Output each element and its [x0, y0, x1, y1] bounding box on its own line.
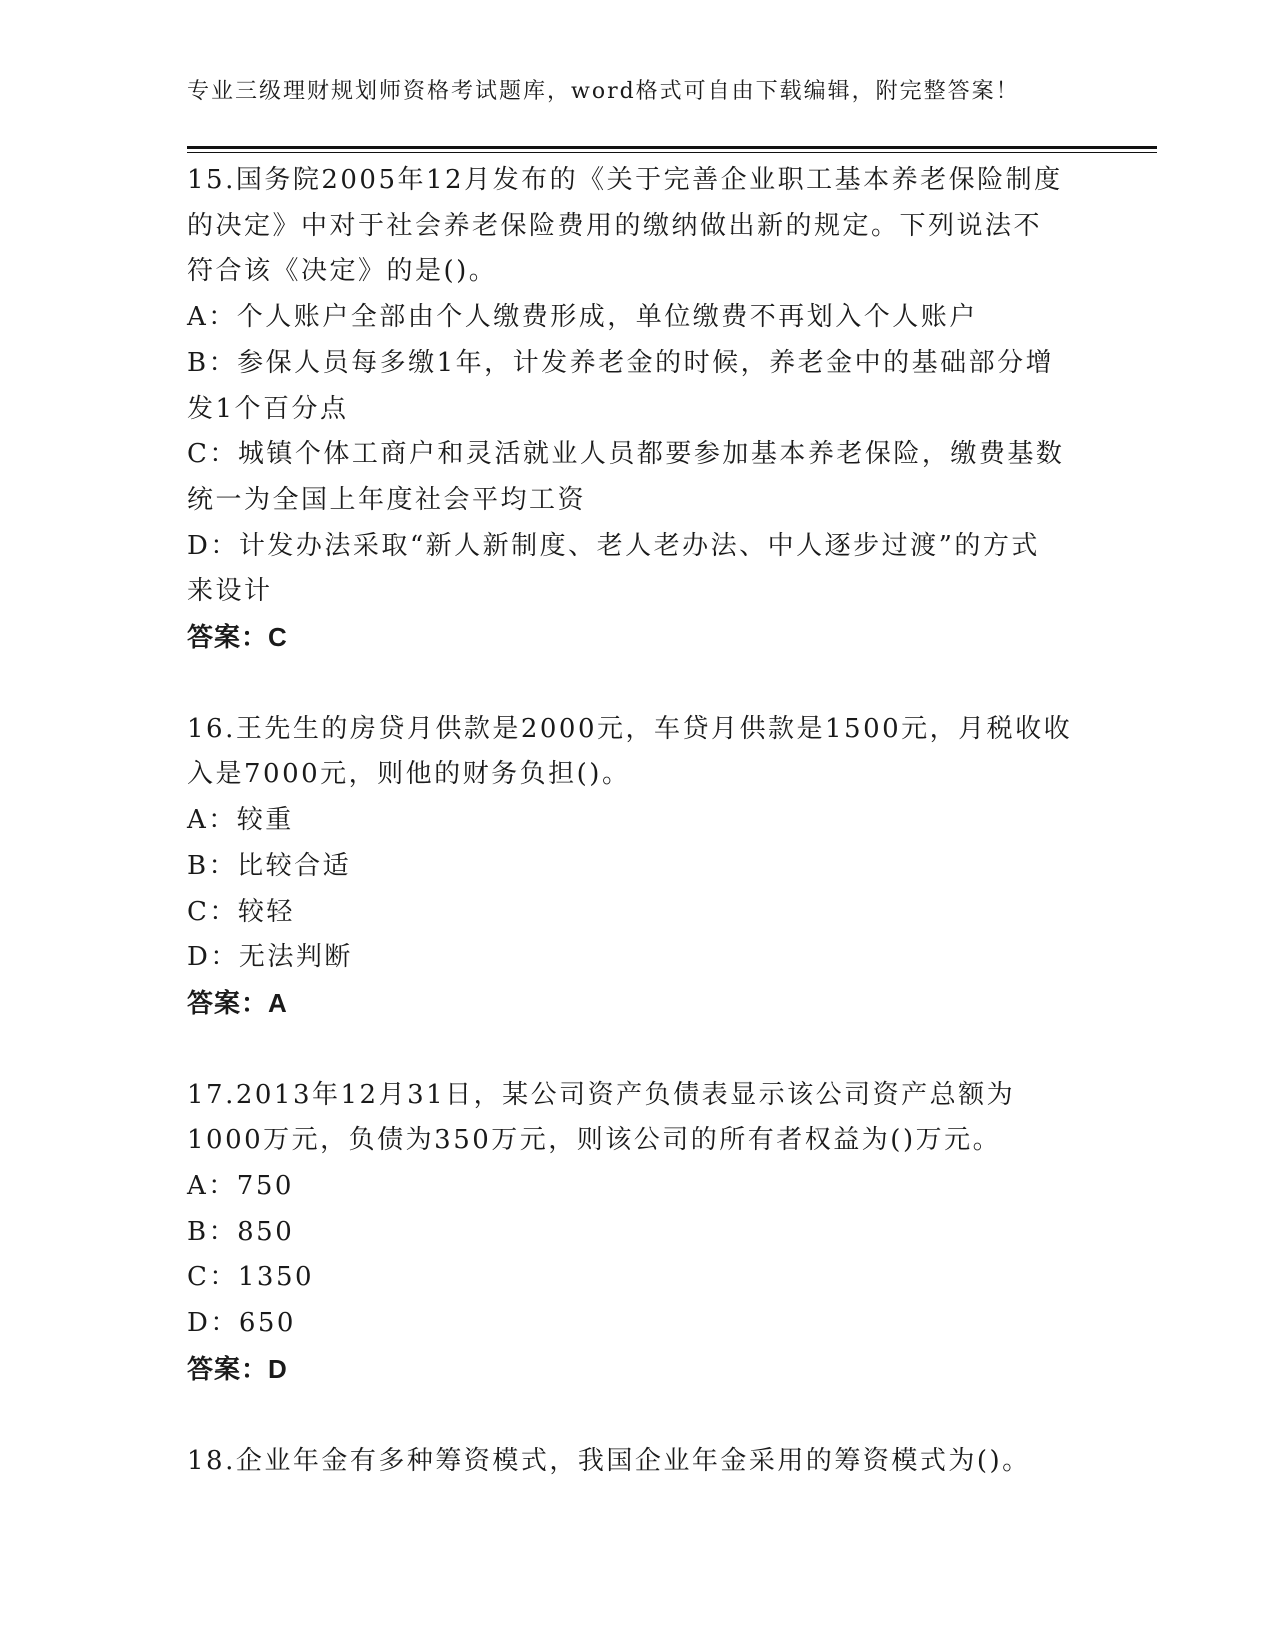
option-b-continued: 发1个百分点 — [187, 393, 349, 424]
question-15 — [187, 158, 1077, 661]
option-c: C：1350 — [187, 1262, 315, 1293]
header-divider-thin — [187, 152, 1157, 153]
answer-label: 答案：A — [187, 987, 288, 1018]
option-d: D：650 — [187, 1308, 296, 1339]
question-18 — [187, 1439, 1077, 1485]
question-stem-line: 入是7000元，则他的财务负担()。 — [187, 759, 631, 790]
question-stem-line: 15.国务院2005年12月发布的《关于完善企业职工基本养老保险制度 — [187, 165, 1063, 195]
option-d: D：计发办法采取“新人新制度、老人老办法、中人逐步过渡”的方式 — [187, 530, 1040, 561]
answer-label: 答案：C — [187, 622, 288, 653]
option-a: A：个人账户全部由个人缴费形成，单位缴费不再划入个人账户 — [187, 302, 978, 333]
option-a: A：750 — [187, 1171, 294, 1202]
question-stem-line: 1000万元，负债为350万元，则该公司的所有者权益为()万元。 — [187, 1125, 1002, 1156]
option-d: D：无法判断 — [187, 942, 353, 973]
option-c-continued: 统一为全国上年度社会平均工资 — [187, 484, 587, 515]
option-a: A：较重 — [187, 805, 294, 836]
question-stem-line: 16.王先生的房贷月供款是2000元，车贷月供款是1500元，月税收收 — [187, 713, 1073, 744]
option-c: C：较轻 — [187, 896, 295, 927]
option-b: B：参保人员每多缴1年，计发养老金的时候，养老金中的基础部分增 — [187, 347, 1055, 378]
question-stem-line: 17.2013年12月31日，某公司资产负债表显示该公司资产总额为 — [187, 1079, 1016, 1110]
question-list — [187, 158, 1077, 1530]
question-16 — [187, 707, 1077, 1027]
question-stem-line: 的决定》中对于社会养老保险费用的缴纳做出新的规定。下列说法不 — [187, 210, 1043, 241]
question-17 — [187, 1073, 1077, 1393]
question-stem-line: 18.企业年金有多种筹资模式，我国企业年金采用的筹资模式为()。 — [187, 1445, 1031, 1476]
option-d-continued: 来设计 — [187, 576, 273, 607]
page-header: 专业三级理财规划师资格考试题库，word格式可自由下载编辑，附完整答案！ — [187, 79, 1020, 104]
answer-label: 答案：D — [187, 1353, 288, 1384]
question-stem-line: 符合该《决定》的是()。 — [187, 256, 498, 287]
option-b: B：850 — [187, 1216, 295, 1247]
header-divider-thick — [187, 146, 1157, 149]
option-c: C：城镇个体工商户和灵活就业人员都要参加基本养老保险，缴费基数 — [187, 439, 1065, 470]
option-b: B：比较合适 — [187, 850, 352, 881]
